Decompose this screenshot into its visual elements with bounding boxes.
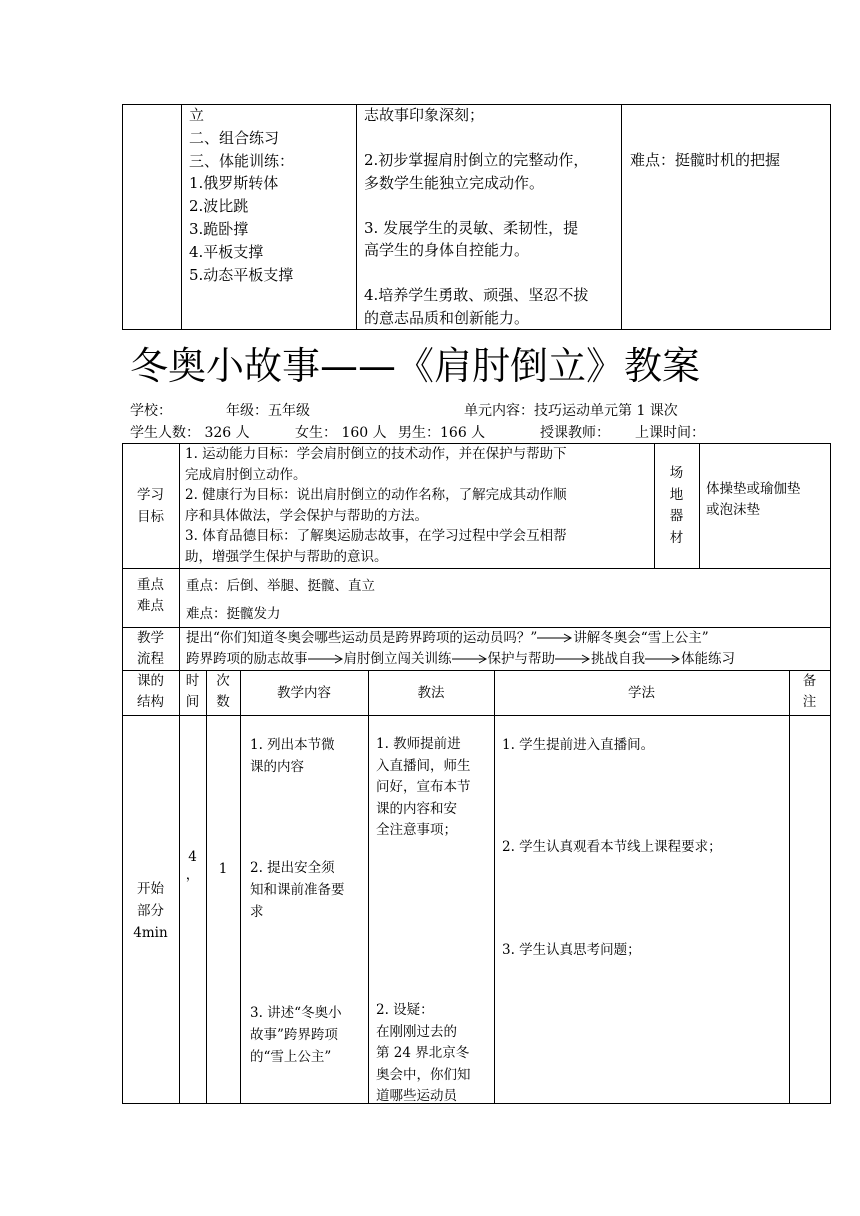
content-line: 知和课前准备要 — [250, 882, 345, 898]
flow-step: 保护与帮助 — [487, 651, 555, 667]
goals-line: 序和具体做法，学会保护与帮助的方法。 — [185, 507, 428, 524]
goals-line: 1. 运动能力目标：学会肩肘倒立的技术动作，并在保护与帮助下 — [185, 446, 567, 462]
method-item-2 — [376, 1000, 471, 1108]
method-line: 在刚刚过去的 — [376, 1023, 457, 1040]
venue-label-char: 地 — [669, 486, 684, 503]
goals-label-line: 目标 — [137, 509, 164, 525]
content-item-2 — [250, 857, 345, 923]
arrow-right-icon — [308, 654, 344, 664]
key-label-line: 重点 — [137, 577, 164, 593]
venue-label — [654, 463, 699, 549]
method-line: 入直播间，师生 — [376, 757, 471, 774]
top-col4-difficulty: 难点：挺髋时机的把握 — [630, 151, 781, 169]
header-content: 教学内容 — [277, 685, 331, 701]
venue-line: 或泡沫垫 — [706, 502, 760, 518]
header-line: 数 — [216, 694, 230, 710]
header-method: 教法 — [417, 685, 445, 701]
start-time — [179, 848, 206, 884]
top-col3-line: 4.培养学生勇敢、顽强、坚忍不拔 — [364, 286, 589, 304]
venue-line: 体操垫或瑜伽垫 — [706, 481, 801, 497]
method-line: 第 24 界北京冬 — [376, 1045, 470, 1061]
top-col3-line: 3. 发展学生的灵敏、柔韧性，提 — [364, 218, 579, 237]
key-label — [122, 575, 179, 617]
header-line: 课的 — [137, 673, 164, 689]
flow-line-1 — [186, 628, 709, 649]
flow-step: 跨界跨项的励志故事 — [186, 651, 308, 667]
header-line: 注 — [802, 694, 817, 710]
content-line: 3. 讲述“冬奥小 — [250, 1005, 342, 1021]
top-col3-line: 多数学生能独立完成动作。 — [364, 173, 545, 192]
header-count — [206, 671, 240, 713]
top-col2-line: 立 — [189, 106, 205, 124]
time-char: ， — [185, 867, 200, 883]
venue-text — [706, 479, 801, 521]
top-col2-line: 4.平板支撑 — [189, 242, 264, 261]
flow-label — [122, 628, 179, 670]
goals-line: 完成肩肘倒立动作。 — [185, 466, 307, 483]
top-col3-line: 高学生的身体自控能力。 — [364, 241, 530, 259]
content-line: 的“雪上公主” — [250, 1049, 332, 1065]
learn-item-3: 3. 学生认真思考问题； — [502, 942, 641, 958]
section-line: 部分 — [137, 903, 164, 919]
top-col3-line: 2.初步掌握肩肘倒立的完整动作， — [364, 151, 589, 169]
arrow-right-icon — [645, 654, 681, 664]
flow-step: 挑战自我 — [591, 651, 645, 667]
content-item-1 — [250, 734, 335, 778]
start-section-label — [122, 878, 179, 944]
page-title: 冬奥小故事——《肩肘倒立》教案 — [130, 344, 701, 388]
header-line: 备 — [802, 673, 817, 689]
goals-text — [185, 444, 567, 567]
info-unit: 单元内容：技巧运动单元第 1 课次 — [464, 403, 678, 419]
time-char: 4 — [188, 849, 197, 865]
goals-label — [122, 484, 179, 528]
flow-label-line: 教学 — [137, 630, 164, 646]
top-col2-line: 5.动态平板支撑 — [189, 265, 294, 284]
method-line: 问好，宣布本节 — [376, 779, 471, 795]
header-line: 次 — [216, 673, 230, 689]
top-col2-list — [189, 104, 294, 286]
flow-step: 提出“你们知道冬奥会哪些运动员是跨界跨项的运动员吗？” — [186, 630, 538, 646]
goals-line: 3. 体育品德目标：了解奥运励志故事，在学习过程中学会互相帮 — [185, 528, 567, 544]
goals-label-line: 学习 — [137, 487, 164, 503]
key-label-line: 难点 — [137, 598, 164, 614]
info-girls: 女生： 160 人 — [295, 425, 387, 441]
key-focus: 重点：后倒、举腿、挺髋、直立 — [186, 578, 375, 594]
key-difficulty: 难点：挺髋发力 — [186, 606, 281, 622]
top-col2-line: 2.波比跳 — [189, 197, 249, 216]
content-line: 求 — [250, 904, 264, 920]
info-students: 学生人数： 326 人 — [130, 425, 250, 441]
top-col2-line: 三、体能训练： — [189, 151, 295, 170]
top-col2-line: 1.俄罗斯转体 — [189, 174, 279, 193]
content-item-3 — [250, 1002, 342, 1068]
header-line: 间 — [185, 694, 200, 710]
content-line: 1. 列出本节微 — [250, 737, 335, 753]
method-item-1 — [376, 734, 471, 842]
info-boys: 男生：166 人 — [398, 425, 486, 441]
header-structure — [122, 671, 179, 713]
top-col2-line: 二、组合练习 — [189, 128, 280, 147]
flow-step: 讲解冬奥会“雪上公主” — [573, 630, 709, 646]
info-grade: 年级：五年级 — [226, 403, 310, 419]
header-time — [179, 671, 206, 713]
header-line: 结构 — [137, 694, 164, 710]
info-time: 上课时间： — [635, 425, 705, 441]
arrow-right-icon — [452, 654, 488, 664]
learn-item-2: 2. 学生认真观看本节线上课程要求； — [502, 839, 722, 855]
flow-label-line: 流程 — [137, 651, 164, 667]
header-note — [789, 671, 830, 713]
info-school: 学校： — [130, 403, 172, 419]
method-line: 奥会中，你们知 — [376, 1066, 471, 1083]
goals-line: 助，增强学生保护与帮助的意识。 — [185, 548, 388, 565]
method-line: 道哪些运动员 — [376, 1088, 457, 1104]
method-line: 全注意事项； — [376, 822, 457, 838]
info-teacher: 授课教师： — [540, 425, 610, 441]
arrow-right-icon — [537, 633, 573, 643]
top-col2-line: 3.跪卧撑 — [189, 219, 249, 238]
content-line: 2. 提出安全须 — [250, 860, 335, 876]
flow-step: 体能练习 — [681, 651, 735, 667]
top-col3-line: 的意志品质和创新能力。 — [364, 308, 530, 327]
flow-step: 肩肘倒立闯关训练 — [343, 651, 452, 667]
content-line: 故事”跨界跨项 — [250, 1027, 338, 1043]
method-line: 2. 设疑： — [376, 1002, 434, 1018]
header-learn: 学法 — [628, 685, 655, 701]
top-col3-line: 志故事印象深刻； — [364, 106, 485, 124]
venue-label-char: 场 — [669, 465, 684, 481]
start-count: 1 — [218, 861, 228, 877]
top-col3-goals — [364, 104, 588, 329]
section-line: 4min — [133, 925, 168, 941]
header-line: 时 — [185, 673, 200, 689]
arrow-right-icon — [555, 654, 591, 664]
section-line: 开始 — [137, 881, 164, 897]
venue-label-char: 材 — [669, 529, 684, 546]
learn-item-1: 1. 学生提前进入直播间。 — [502, 737, 655, 753]
method-line: 1. 教师提前进 — [376, 736, 461, 752]
method-line: 课的内容和安 — [376, 800, 457, 817]
venue-label-char: 器 — [669, 508, 684, 524]
goals-line: 2. 健康行为目标：说出肩肘倒立的动作名称，了解完成其动作顺 — [185, 487, 567, 503]
content-line: 课的内容 — [250, 759, 304, 775]
flow-line-2 — [186, 649, 735, 670]
